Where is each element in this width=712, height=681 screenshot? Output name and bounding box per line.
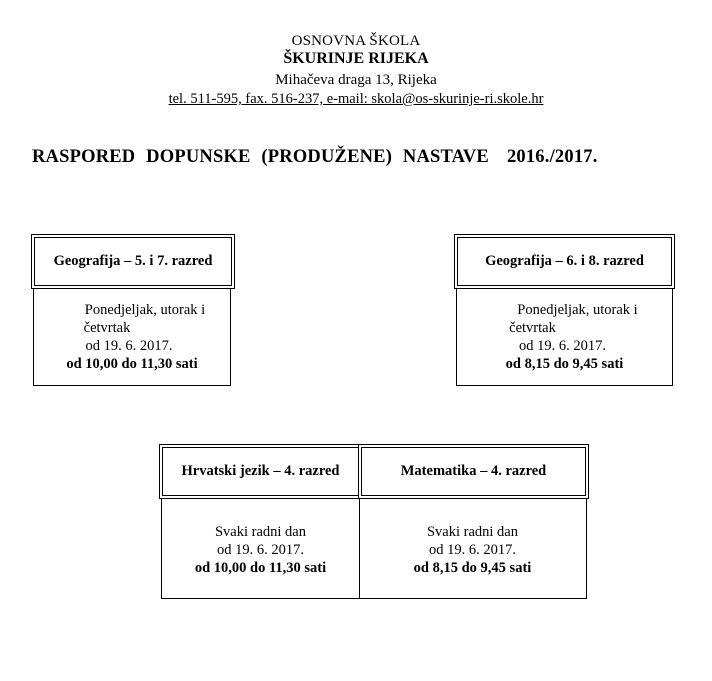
title-year: 2016./2017.: [506, 147, 598, 167]
title-text: RASPORED DOPUNSKE (PRODUŽENE) NASTAVE: [32, 147, 489, 167]
box-header: [358, 444, 589, 499]
document-title: [32, 147, 692, 168]
school-address: Mihačeva draga 13, Rijeka: [275, 72, 437, 88]
days-line: Ponedjeljak, utorak i: [84, 302, 206, 318]
box-body: [456, 289, 673, 386]
subject-label: Matematika – 4. razred: [400, 463, 547, 479]
box-body: [33, 289, 231, 386]
start-date: od 19. 6. 2017.: [85, 338, 173, 354]
subject-label: Hrvatski jezik – 4. razred: [181, 463, 340, 479]
start-date: od 19. 6. 2017.: [429, 542, 516, 558]
days-line: Svaki radni dan: [214, 524, 306, 540]
subject-label: Geografija – 5. i 7. razred: [53, 253, 213, 269]
box-body: [161, 499, 360, 599]
time-range: od 8,15 do 9,45 sati: [505, 356, 624, 372]
days-line: Svaki radni dan: [426, 524, 518, 540]
school-name: ŠKURINJE RIJEKA: [283, 50, 429, 67]
subject-label: Geografija – 6. i 8. razred: [485, 253, 644, 269]
box-header: [454, 234, 675, 289]
school-contact: [0, 91, 712, 108]
box-header: [159, 444, 362, 499]
time-range: od 10,00 do 11,30 sati: [66, 356, 198, 372]
days-line: Ponedjeljak, utorak i: [517, 302, 638, 318]
box-header: [31, 234, 235, 289]
time-range: od 10,00 do 11,30 sati: [194, 560, 327, 576]
box-body: [359, 499, 587, 599]
days-line: četvrtak: [83, 320, 131, 336]
school-type: OSNOVNA ŠKOLA: [291, 33, 421, 49]
start-date: od 19. 6. 2017.: [217, 542, 304, 558]
start-date: od 19. 6. 2017.: [519, 338, 606, 354]
time-range: od 8,15 do 9,45 sati: [413, 560, 532, 576]
days-line: četvrtak: [509, 320, 556, 336]
school-contact-text: tel. 511-595, fax. 516-237, e-mail: skola@os-skurinje-ri.skole.hr: [168, 91, 544, 107]
